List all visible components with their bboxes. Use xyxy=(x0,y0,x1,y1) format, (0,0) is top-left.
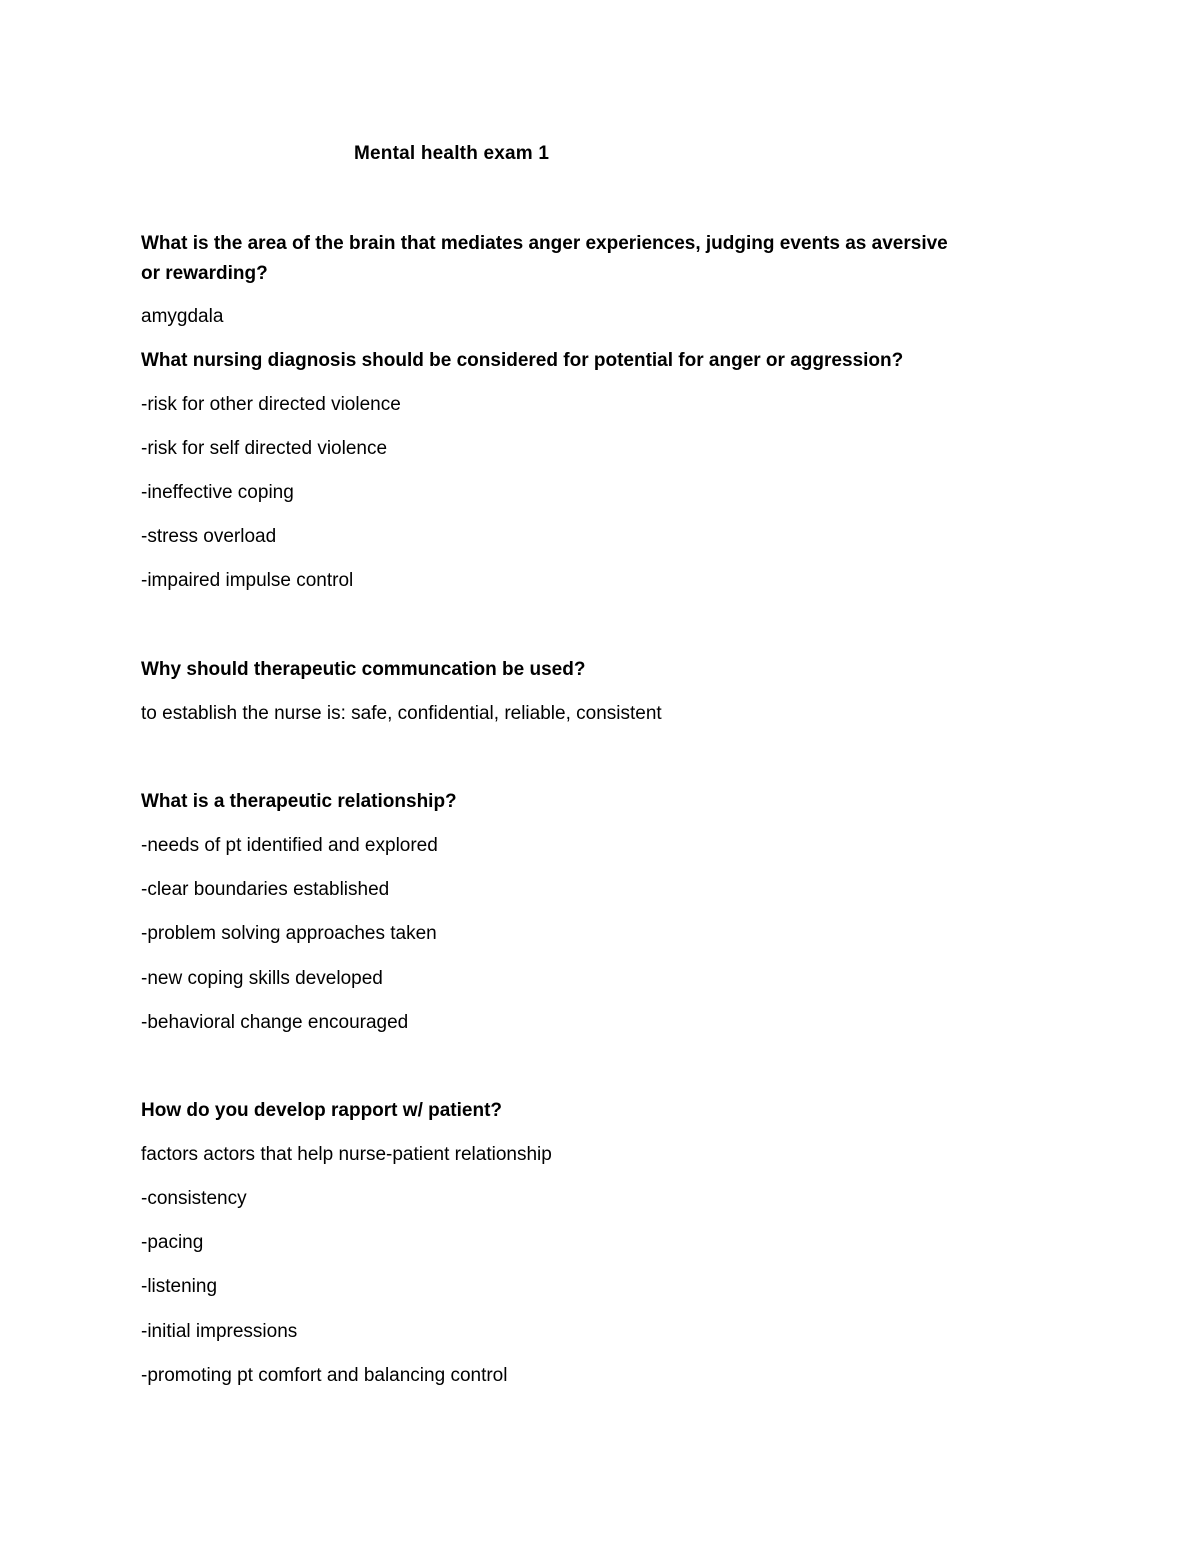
answer-5-3: -pacing xyxy=(141,1232,204,1253)
answer-5-6: -promoting pt comfort and balancing control xyxy=(141,1365,508,1386)
answer-4-2: -clear boundaries established xyxy=(141,879,390,900)
answer-2-1: -risk for other directed violence xyxy=(141,394,401,415)
answer-2-4: -stress overload xyxy=(141,526,277,547)
answer-4-1: -needs of pt identified and explored xyxy=(141,835,438,856)
answer-4-4: -new coping skills developed xyxy=(141,968,383,989)
question-2: What nursing diagnosis should be considered for potential for anger or aggression? xyxy=(141,350,904,371)
question-1: What is the area of the brain that mediates anger experiences, judging events as aversive or rewarding? xyxy=(141,233,948,284)
question-3: Why should therapeutic communcation be used? xyxy=(141,659,586,680)
answer-4-5: -behavioral change encouraged xyxy=(141,1012,409,1033)
answer-3-1: to establish the nurse is: safe, confidential, reliable, consistent xyxy=(141,703,662,724)
answer-5-4: -listening xyxy=(141,1276,218,1297)
question-4: What is a therapeutic relationship? xyxy=(141,791,457,812)
page-title: Mental health exam 1 xyxy=(354,143,550,164)
answer-5-1: factors actors that help nurse-patient relationship xyxy=(141,1144,552,1165)
answer-2-2: -risk for self directed violence xyxy=(141,438,388,459)
answer-4-3: -problem solving approaches taken xyxy=(141,923,437,944)
answer-1-1: amygdala xyxy=(141,306,224,327)
question-5: How do you develop rapport w/ patient? xyxy=(141,1100,503,1121)
answer-5-2: -consistency xyxy=(141,1188,247,1209)
answer-2-3: -ineffective coping xyxy=(141,482,294,503)
answer-2-5: -impaired impulse control xyxy=(141,570,354,591)
answer-5-5: -initial impressions xyxy=(141,1321,298,1342)
